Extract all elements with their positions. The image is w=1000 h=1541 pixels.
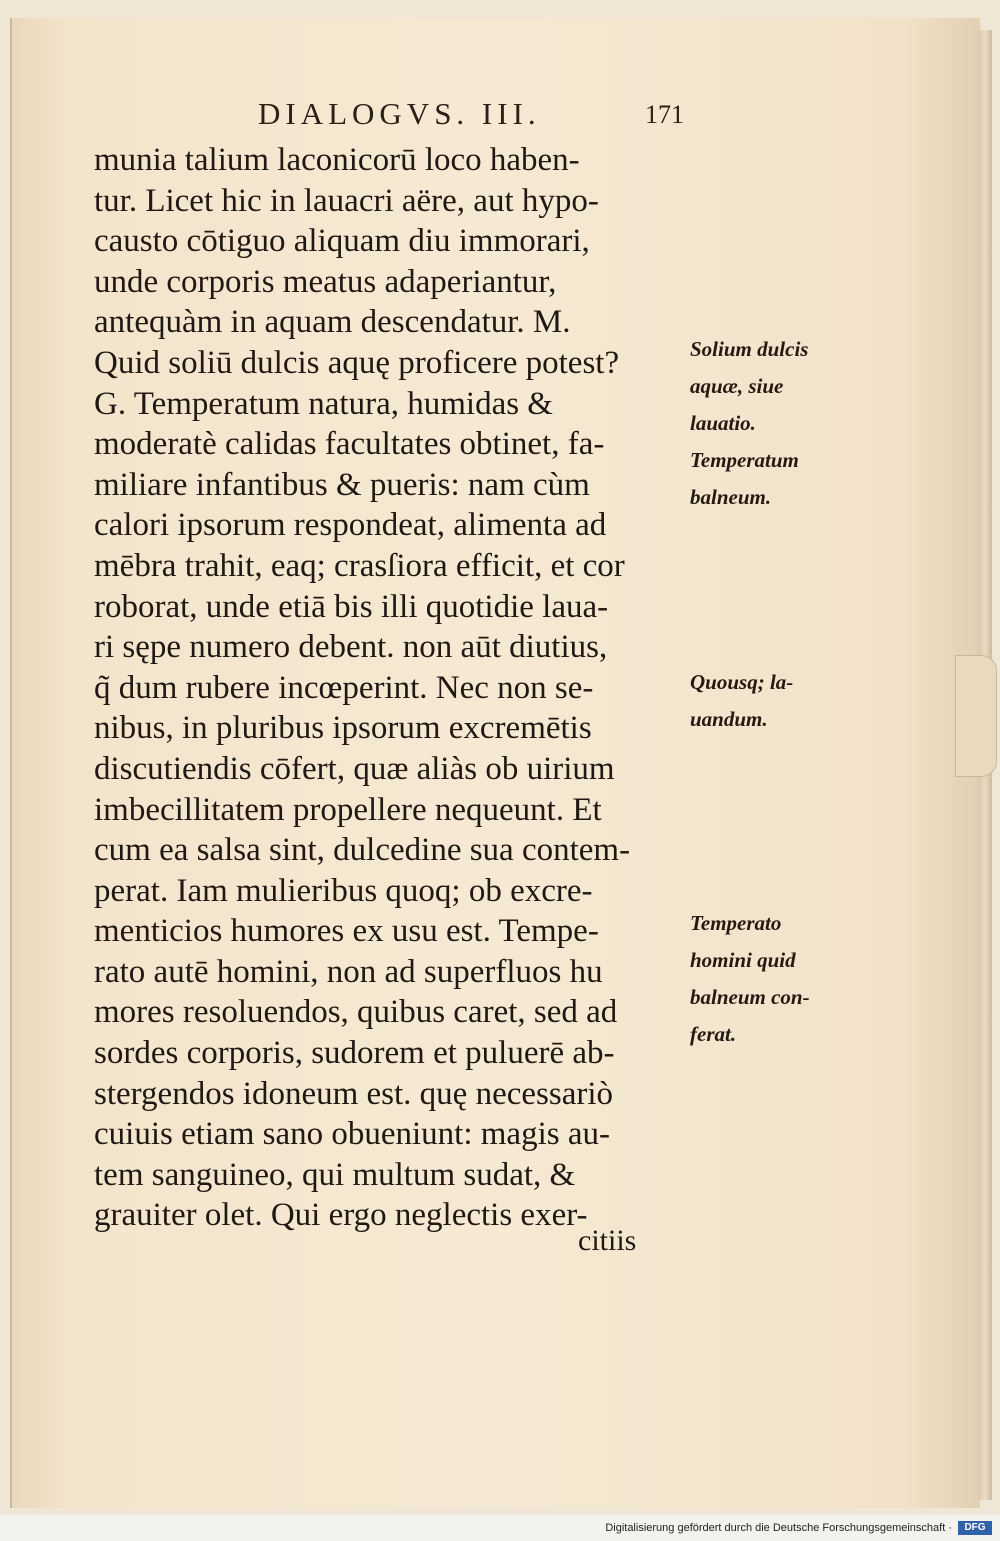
text-line: sordes corporis, sudorem et puluerē ab- (94, 1035, 615, 1072)
marginal-line: Temperatum (690, 448, 799, 472)
dfg-logo-icon: DFG (958, 1521, 992, 1535)
text-line: perat. Iam mulieribus quoq; ob excre- (94, 872, 593, 909)
text-line: mores resoluendos, quibus caret, sed ad (94, 994, 618, 1031)
text-line: discutiendis cōfert, quæ aliàs ob uirium (94, 750, 615, 787)
marginal-note (690, 664, 855, 738)
text-line: calori ipsorum respondeat, alimenta ad (94, 507, 607, 544)
marginal-line: aquæ, siue (690, 374, 784, 398)
text-line: causto cōtiguo aliquam diu immorari, (94, 223, 590, 260)
text-line: G. Temperatum natura, humidas & (94, 385, 553, 422)
text-line: Quid soliū dulcis aquę proficere potest? (94, 344, 620, 381)
marginal-line: Temperato (690, 911, 782, 935)
page-number: 171 (645, 100, 684, 129)
main-text-block (94, 140, 689, 1236)
text-line: imbecillitatem propellere nequeunt. Et (94, 791, 602, 828)
text-line: rato autē homini, non ad superfluos hu (94, 953, 603, 990)
catchword: citiis (578, 1224, 637, 1257)
running-head: DIALOGVS. III. (258, 96, 541, 131)
text-line: stergendos idoneum est. quę necessariò (94, 1075, 614, 1112)
marginal-line: uandum. (690, 707, 768, 731)
text-line: moderatè calidas facultates obtinet, fa- (94, 426, 605, 463)
text-line: roborat, unde etiā bis illi quotidie laua- (94, 588, 609, 625)
marginal-line: balneum. (690, 485, 772, 509)
text-line: mēbra trahit, eaq; crasſiora efficit, et cor (94, 547, 625, 584)
text-line: tur. Licet hic in lauacri aëre, aut hypo- (94, 182, 599, 219)
text-line: munia talium laconicorū loco haben- (94, 142, 580, 178)
marginal-note (690, 905, 855, 1053)
text-line: tem sanguineo, qui multum sudat, & (94, 1156, 576, 1193)
text-line: q̃ dum rubere incœperint. Nec non se- (94, 669, 594, 706)
text-line: cum ea salsa sint, dulcedine sua contem- (94, 832, 631, 869)
dfg-credit: Digitalisierung gefördert durch die Deutsche Forschungsgemeinschaft · (605, 1522, 952, 1534)
text-line: ri sępe numero debent. non aūt diutius, (94, 629, 608, 666)
marginal-line: Quousq; la- (690, 670, 794, 694)
marginal-line: lauatio. (690, 411, 756, 435)
marginal-line: Solium dulcis (690, 337, 809, 361)
text-line: menticios humores ex usu est. Tempe- (94, 913, 599, 950)
marginal-line: ferat. (690, 1022, 737, 1046)
page-tab (955, 655, 997, 777)
text-line: nibus, in pluribus ipsorum excremētis (94, 710, 592, 747)
text-line: antequàm in aquam descendatur. M. (94, 304, 571, 341)
text-line: miliare infantibus & pueris: nam cùm (94, 466, 590, 503)
marginal-line: balneum con- (690, 985, 810, 1009)
text-line: unde corporis meatus adaperiantur, (94, 263, 557, 300)
marginal-note (690, 331, 855, 516)
text-line: cuiuis etiam sano obueniunt: magis au- (94, 1116, 610, 1153)
text-line: grauiter olet. Qui ergo neglectis exer- (94, 1197, 588, 1234)
marginal-line: homini quid (690, 948, 796, 972)
